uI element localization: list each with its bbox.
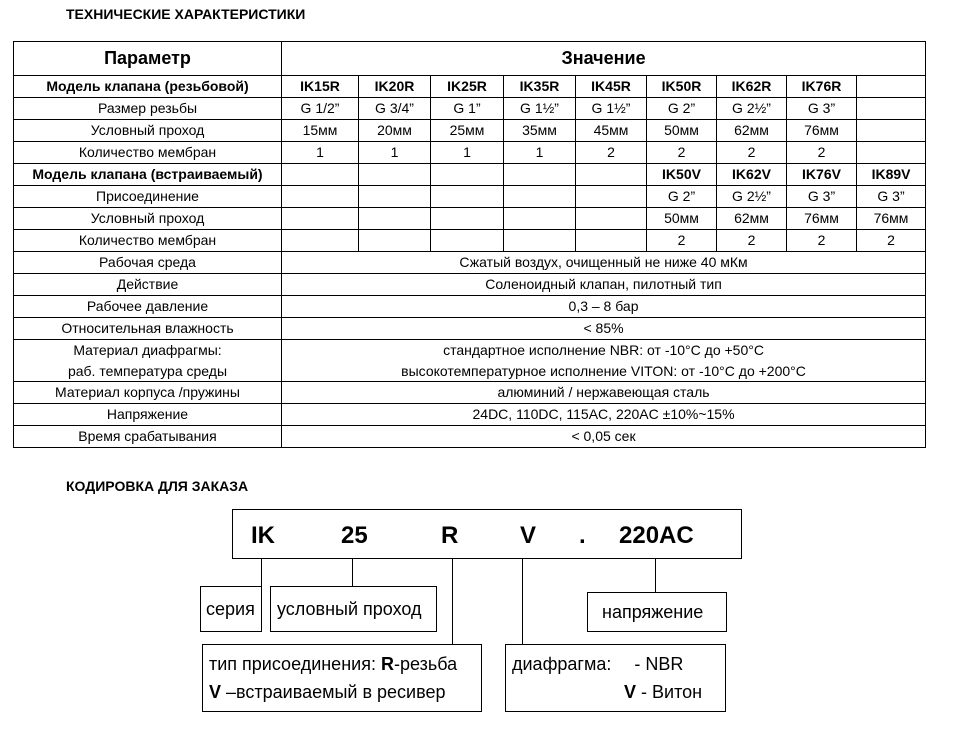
table-cell: 2 <box>717 142 787 164</box>
table-cell: 35мм <box>504 120 576 142</box>
row-label: Действие <box>14 274 282 296</box>
table-cell: G 3” <box>787 186 857 208</box>
row-label: Модель клапана (резьбовой) <box>14 76 282 98</box>
table-cell <box>857 76 926 98</box>
table-cell <box>359 230 431 252</box>
row-label: Время срабатывания <box>14 426 282 448</box>
table-cell: 1 <box>359 142 431 164</box>
connector-line <box>352 558 353 586</box>
order-title: КОДИРОВКА ДЛЯ ЗАКАЗА <box>66 478 249 494</box>
row-value: 24DC, 110DC, 115AC, 220AC ±10%~15% <box>282 404 926 426</box>
table-row <box>14 230 926 252</box>
table-cell <box>282 208 359 230</box>
table-header-row <box>14 42 926 76</box>
table-cell <box>504 230 576 252</box>
table-cell: 25мм <box>431 120 504 142</box>
table-cell: 2 <box>647 230 717 252</box>
table-cell <box>857 142 926 164</box>
table-cell <box>282 186 359 208</box>
table-cell: IK50V <box>647 164 717 186</box>
table-cell: IK62R <box>717 76 787 98</box>
table-row <box>14 142 926 164</box>
table-cell: G 1” <box>431 98 504 120</box>
table-row <box>14 274 926 296</box>
table-cell: 2 <box>857 230 926 252</box>
legend-bore: условный проход <box>270 586 437 632</box>
code-bore: 25 <box>341 522 368 549</box>
legend-series: серия <box>200 586 262 632</box>
code-series: IK <box>251 522 275 549</box>
table-cell: G 2½” <box>717 98 787 120</box>
table-cell: 2 <box>647 142 717 164</box>
table-row <box>14 318 926 340</box>
row-label: Количество мембран <box>14 142 282 164</box>
table-cell: G 3” <box>857 186 926 208</box>
table-cell <box>576 230 647 252</box>
table-cell: G 2” <box>647 98 717 120</box>
table-cell: IK50R <box>647 76 717 98</box>
code-voltage: 220AC <box>619 522 694 549</box>
code-diaphragm: V <box>520 522 537 549</box>
table-cell <box>359 164 431 186</box>
code-dot: . <box>579 522 586 549</box>
table-row <box>14 164 926 186</box>
table-row <box>14 404 926 426</box>
table-row <box>14 382 926 404</box>
table-cell: 2 <box>787 230 857 252</box>
table-row <box>14 120 926 142</box>
table-cell: 76мм <box>787 208 857 230</box>
table-cell: IK15R <box>282 76 359 98</box>
spec-table <box>13 41 926 448</box>
table-cell: IK62V <box>717 164 787 186</box>
row-label: Присоединение <box>14 186 282 208</box>
header-value: Значение <box>282 42 926 76</box>
table-cell: 2 <box>717 230 787 252</box>
table-cell: 62мм <box>717 208 787 230</box>
row-label: Материал корпуса /пружины <box>14 382 282 404</box>
connector-line <box>261 558 262 586</box>
table-cell: IK76R <box>787 76 857 98</box>
table-cell: 1 <box>282 142 359 164</box>
row-label: Условный проход <box>14 120 282 142</box>
table-cell: 1 <box>504 142 576 164</box>
row-label: Рабочее давление <box>14 296 282 318</box>
row-label: Напряжение <box>14 404 282 426</box>
table-cell: 2 <box>576 142 647 164</box>
row-value: 0,3 – 8 бар <box>282 296 926 318</box>
table-cell: 20мм <box>359 120 431 142</box>
table-cell <box>576 186 647 208</box>
table-cell <box>359 186 431 208</box>
table-cell <box>359 208 431 230</box>
table-cell: 76мм <box>857 208 926 230</box>
table-cell: 2 <box>787 142 857 164</box>
order-code-box <box>232 509 742 559</box>
table-cell: 45мм <box>576 120 647 142</box>
table-cell: IK89V <box>857 164 926 186</box>
table-cell: IK20R <box>359 76 431 98</box>
legend-voltage: напряжение <box>587 592 727 632</box>
table-cell <box>431 230 504 252</box>
row-label: Условный проход <box>14 208 282 230</box>
table-cell: IK25R <box>431 76 504 98</box>
legend-diaphragm: диафрагма: - NBR V - Витон <box>505 644 726 712</box>
table-cell: G 2½” <box>717 186 787 208</box>
row-label: Рабочая среда <box>14 252 282 274</box>
row-value: стандартное исполнение NBR: от -10°С до +50°С высокотемпературное исполнение VITON: от -10°С до +200°С <box>282 340 926 382</box>
table-cell: 62мм <box>717 120 787 142</box>
table-cell: G 1½” <box>504 98 576 120</box>
header-param: Параметр <box>14 42 282 76</box>
row-label: Материал диафрагмы: раб. температура среды <box>14 340 282 382</box>
row-value: Соленоидный клапан, пилотный тип <box>282 274 926 296</box>
row-label: Относительная влажность <box>14 318 282 340</box>
table-cell <box>504 208 576 230</box>
table-row <box>14 98 926 120</box>
table-cell <box>282 230 359 252</box>
table-cell: G 1/2” <box>282 98 359 120</box>
table-row <box>14 76 926 98</box>
table-cell <box>431 164 504 186</box>
table-cell: G 2” <box>647 186 717 208</box>
table-cell: 1 <box>431 142 504 164</box>
table-row <box>14 426 926 448</box>
table-row <box>14 296 926 318</box>
row-value: < 85% <box>282 318 926 340</box>
table-cell <box>431 186 504 208</box>
table-cell <box>576 164 647 186</box>
table-cell <box>504 186 576 208</box>
table-cell: G 1½” <box>576 98 647 120</box>
table-cell: G 3/4” <box>359 98 431 120</box>
table-cell <box>576 208 647 230</box>
table-cell <box>504 164 576 186</box>
table-cell: IK35R <box>504 76 576 98</box>
connector-line <box>522 558 523 644</box>
page-title: ТЕХНИЧЕСКИЕ ХАРАКТЕРИСТИКИ <box>66 6 306 22</box>
table-cell: IK45R <box>576 76 647 98</box>
row-label: Количество мембран <box>14 230 282 252</box>
connector-line <box>655 558 656 592</box>
row-label: Модель клапана (встраиваемый) <box>14 164 282 186</box>
table-cell: G 3” <box>787 98 857 120</box>
legend-connection: тип присоединения: R-резьба V –встраиваемый в ресивер <box>202 644 482 712</box>
table-cell <box>857 120 926 142</box>
code-type: R <box>441 522 459 549</box>
table-cell: 15мм <box>282 120 359 142</box>
table-row <box>14 208 926 230</box>
table-cell <box>282 164 359 186</box>
table-cell <box>431 208 504 230</box>
table-cell: 50мм <box>647 208 717 230</box>
row-value: алюминий / нержавеющая сталь <box>282 382 926 404</box>
table-row <box>14 252 926 274</box>
table-row <box>14 186 926 208</box>
row-label: Размер резьбы <box>14 98 282 120</box>
table-cell: IK76V <box>787 164 857 186</box>
table-row <box>14 340 926 382</box>
table-cell <box>857 98 926 120</box>
table-cell: 76мм <box>787 120 857 142</box>
table-cell: 50мм <box>647 120 717 142</box>
row-value: Сжатый воздух, очищенный не ниже 40 мКм <box>282 252 926 274</box>
connector-line <box>452 558 453 644</box>
row-value: < 0,05 сек <box>282 426 926 448</box>
